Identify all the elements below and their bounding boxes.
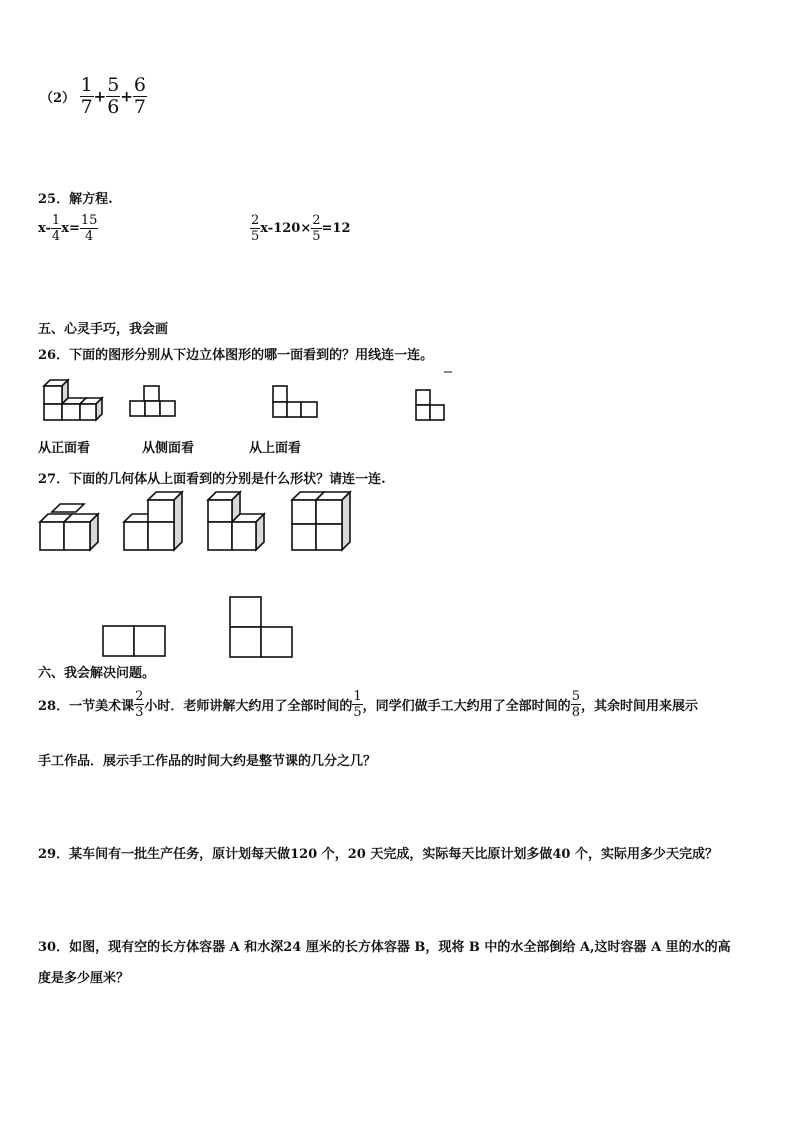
question-27-title: 27．下面的几何体从上面看到的分别是什么形状？请连一连. (38, 472, 386, 487)
view-label-side: 从侧面看 (142, 441, 195, 456)
equation-2: $\frac{2}{5}$ x-120× $\frac{2}{5}$ =12 (251, 213, 351, 244)
q27-top-view-1 (102, 625, 168, 659)
q27-top-view-2 (229, 596, 295, 660)
fraction: $\frac{2}{5}$ (312, 213, 321, 244)
question-30-line-2: 度是多少厘米？ (38, 971, 130, 986)
plus-sign: + (93, 87, 107, 106)
fraction: $\frac{15}{4}$ (80, 213, 98, 244)
q27-solid-3 (206, 490, 276, 552)
fraction: $\frac{5}{6}$ (107, 74, 120, 118)
fraction: $\frac{1}{4}$ (51, 213, 61, 244)
q27-solid-1 (38, 500, 104, 562)
fraction: $\frac{1}{7}$ (80, 74, 93, 118)
equation-1: x- $\frac{1}{4}$ x= $\frac{15}{4}$ (38, 213, 98, 244)
fraction: $\frac{2}{5}$ (251, 213, 260, 244)
view-label-top: 从上面看 (249, 441, 302, 456)
q26-view-b (273, 386, 323, 426)
question-26-title: 26．下面的图形分别从下边立体图形的哪一面看到的？用线连一连。 (38, 348, 434, 363)
question-28-line-2: 手工作品．展示手工作品的时间大约是整节课的几分之几？ (38, 754, 377, 769)
q27-solid-2 (122, 490, 188, 552)
question-30-line-1: 30．如图，现有空的长方体容器 A 和水深24 厘米的长方体容器 B，现将 B 中的水全部倒给 A,这时容器 A 里的水的高 (38, 940, 731, 955)
q26-solid-figure (38, 378, 108, 428)
q26-view-c (414, 372, 464, 418)
fraction: $\frac{6}{7}$ (133, 74, 147, 118)
section-6-title: 六、我会解决问题。 (38, 666, 156, 681)
question-25-title: 25．解方程. (38, 192, 113, 207)
expression-label: （2） (40, 91, 76, 106)
question-28: 28．一节美术课 $\frac{2}{3}$ 小时．老师讲解大约用了全部时间的 $\frac{1}{5}$ ，同学们做手工大约用了全部时间的 $\frac{5}{8}$ ，其余时间用来展示 (38, 689, 698, 720)
fraction: $\frac{5}{8}$ (571, 689, 580, 720)
question-29: 29．某车间有一批生产任务，原计划每天做120 个，20 天完成，实际每天比原计划多做40 个，实际用多少天完成？ (38, 847, 718, 862)
q26-view-a (130, 384, 180, 424)
plus-sign: + (120, 87, 133, 106)
expression-2 (40, 76, 147, 117)
section-5-title: 五、心灵手巧，我会画 (38, 322, 169, 337)
fraction: $\frac{2}{3}$ (135, 689, 144, 720)
view-label-front: 从正面看 (38, 441, 91, 456)
fraction: $\frac{1}{5}$ (353, 689, 362, 720)
q27-solid-4 (290, 490, 360, 552)
